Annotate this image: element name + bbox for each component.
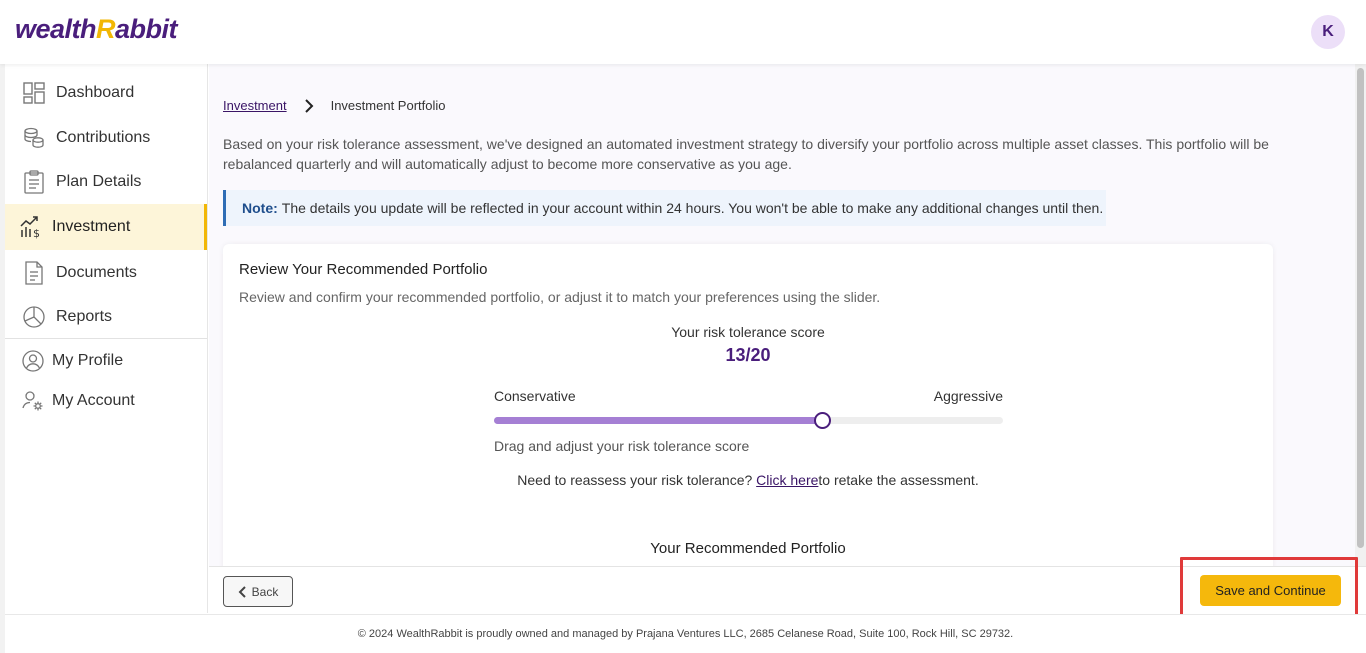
back-button-label: Back [251,584,279,599]
chevron-left-icon [238,586,246,598]
sidebar-item-label: Reports [56,308,113,325]
footer-text: © 2024 WealthRabbit is proudly owned and managed by Prajana Ventures LLC, 2685 Celanese Road, Suite 100, Rock Hill, SC 29732. [357,628,1014,640]
chevron-right-icon [304,99,314,113]
sidebar-item-label: Contributions [56,129,151,146]
scrollbar-thumb[interactable] [1357,68,1364,548]
recommended-portfolio-title: Your Recommended Portfolio [650,540,846,557]
reassess-prefix: Need to reassess your risk tolerance? [517,472,757,488]
sidebar-item-label: Documents [56,264,137,281]
investment-chart-icon [19,215,43,239]
reassess-text [223,472,1273,488]
brand-name-part1: wealth [15,14,97,44]
breadcrumb-current: Investment Portfolio [330,98,446,113]
main-content [209,64,1355,566]
sidebar-item-reports[interactable] [5,294,207,340]
slider-fill [494,417,822,424]
intro-text: Based on your risk tolerance assessment, we've designed an automated investment strategy to diversify your portfolio across multiple asset classes. This portfolio will be rebalanced quarterly and will automatically adjust to become more conservative as you age. [223,136,1269,172]
slider-help-text: Drag and adjust your risk tolerance score [494,438,750,454]
brand-logo[interactable] [15,14,177,50]
back-button[interactable] [223,576,293,607]
slider-min-label: Conservative [494,388,576,404]
dashboard-icon [22,81,46,105]
note-label: Note: [242,200,278,216]
sidebar-item-contributions[interactable] [5,115,207,161]
risk-score-value: 13/20 [725,345,771,365]
card-title: Review Your Recommended Portfolio [239,261,488,278]
sidebar-item-my-account[interactable] [5,378,207,424]
user-settings-icon [21,389,45,413]
brand-name-rest: abbit [115,14,178,44]
sidebar-item-label: My Profile [52,352,124,369]
page-footer [5,614,1366,653]
slider-thumb[interactable] [814,412,831,429]
breadcrumb-link-investment[interactable]: Investment [223,98,287,113]
slider-max-label: Aggressive [933,388,1003,404]
sidebar-item-dashboard[interactable] [5,70,207,116]
sidebar-item-investment[interactable] [5,204,207,250]
note-text: The details you update will be reflected in your account within 24 hours. You won't be able to make any additional changes until then. [281,200,1104,216]
retake-assessment-link[interactable]: Click here [756,472,819,488]
card-subtitle: Review and confirm your recommended portfolio, or adjust it to match your preferences using the slider. [239,289,881,305]
user-avatar[interactable]: K [1311,15,1345,49]
sidebar [5,64,208,613]
top-header [0,0,1366,64]
reassess-suffix: to retake the assessment. [818,472,979,488]
coins-icon [22,126,46,150]
pie-chart-icon [22,305,46,329]
sidebar-item-label: Investment [52,218,131,235]
slider-track[interactable] [494,417,1003,424]
sidebar-item-label: My Account [52,392,135,409]
risk-score-label: Your risk tolerance score [671,324,825,340]
sidebar-item-documents[interactable] [5,250,207,296]
brand-name-part2: Rabbit [96,14,178,44]
breadcrumb [223,98,445,113]
portfolio-review-card [223,244,1273,566]
action-bar [209,566,1366,614]
user-circle-icon [21,349,45,373]
sidebar-item-label: Plan Details [56,173,142,190]
svg-text:$: $ [33,227,40,239]
file-icon [22,261,46,285]
risk-slider [494,388,1003,458]
main-scrollbar[interactable] [1355,64,1366,566]
document-list-icon [22,170,46,194]
sidebar-item-label: Dashboard [56,84,135,101]
save-and-continue-button[interactable]: Save and Continue [1200,575,1341,606]
note-banner [223,190,1106,226]
sidebar-item-plan-details[interactable] [5,159,207,205]
